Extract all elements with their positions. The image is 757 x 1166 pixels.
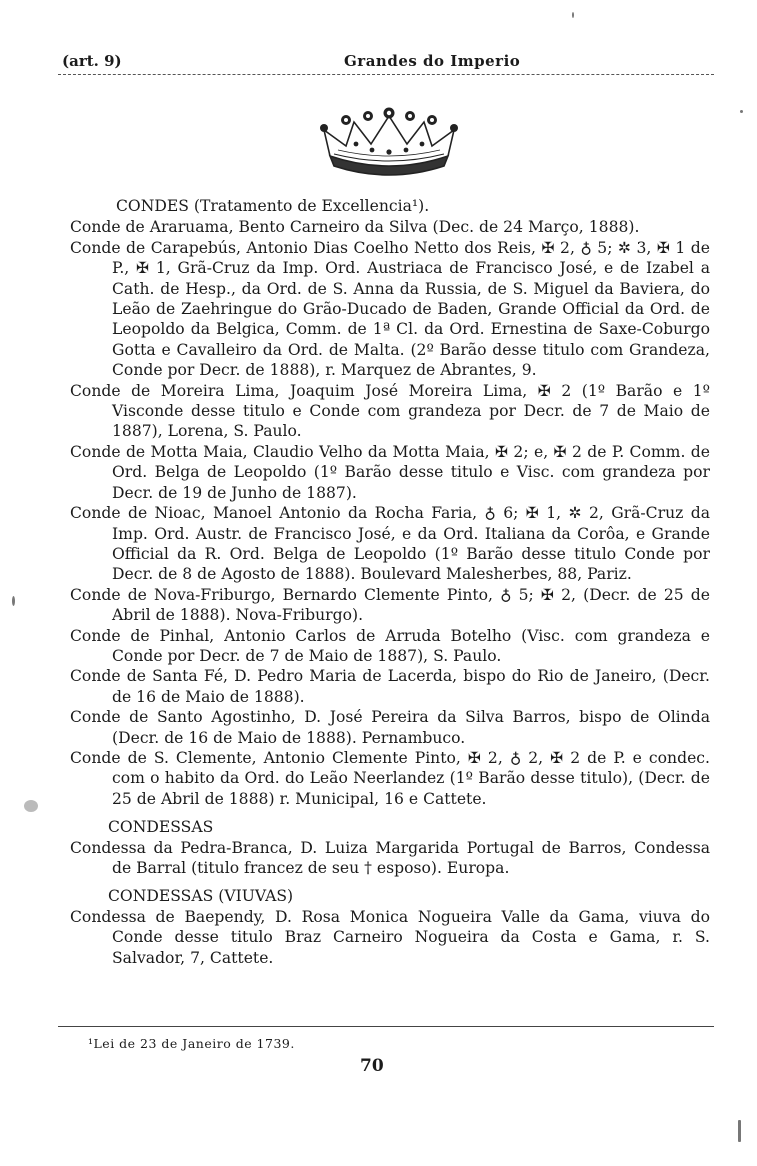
text-body xyxy=(70,196,710,968)
footnote: ¹Lei de 23 de Janeiro de 1739. xyxy=(88,1036,295,1051)
entry-condessa-pedra-branca: Condessa da Pedra-Branca, D. Luiza Margarida Portugal de Barros, Condessa de Barral (titulo francez de seu † esposo). Europa. xyxy=(70,838,710,877)
crown-icon xyxy=(316,106,462,178)
entry-conde-pinhal: Conde de Pinhal, Antonio Carlos de Arruda Botelho (Visc. com grandeza e Conde por Decr. de 7 de Maio de 1887), S. Paulo. xyxy=(70,626,710,665)
footnote-rule xyxy=(58,1026,714,1027)
entry-conde-santa-fe: Conde de Santa Fé, D. Pedro Maria de Lacerda, bispo do Rio de Janeiro, (Decr. de 16 de Maio de 1888). xyxy=(70,667,710,706)
print-speck xyxy=(738,1120,741,1142)
page-number: 70 xyxy=(360,1056,384,1076)
running-header xyxy=(58,52,714,76)
entry-conde-nioac: Conde de Nioac, Manoel Antonio da Rocha Faria, ♁ 6; ✠ 1, ✲ 2, Grã-Cruz da Imp. Ord. Austr. de Francisco José, e da Ord. Italiana da Corôa, e Grande Official da R. Ord. Belga de Leopoldo (1º Barão desse titulo Conde por Decr. de 8 de Agosto de 1888). Boulevard Malesherbes, 88, Pariz. xyxy=(70,504,710,584)
print-speck xyxy=(740,110,743,113)
entry-conde-araruama: Conde de Araruama, Bento Carneiro da Silva (Dec. de 24 Março, 1888). xyxy=(70,218,640,237)
header-article: (art. 9) xyxy=(62,52,122,70)
section-title-viuvas: CONDESSAS (VIUVAS) xyxy=(108,887,294,906)
entry-conde-santo-agostinho: Conde de Santo Agostinho, D. José Pereira da Silva Barros, bispo de Olinda (Decr. de 16 de Maio de 1888). Pernambuco. xyxy=(70,708,710,747)
entry-conde-moreira-lima: Conde de Moreira Lima, Joaquim José Moreira Lima, ✠ 2 (1º Barão e 1º Visconde desse titulo e Conde com grandeza por Decr. de 7 de Maio de 1887), Lorena, S. Paulo. xyxy=(70,381,710,441)
entry-conde-carapebus: Conde de Carapebús, Antonio Dias Coelho Netto dos Reis, ✠ 2, ♁ 5; ✲ 3, ✠ 1 de P., ✠ 1, Grã-Cruz da Imp. Ord. Austriaca de Francisco José, e de Izabel a Cath. de Hesp., da Ord. de S. Anna da Russia, de S. Miguel da Baviera, do Leão de Zaehringue do Grão-Ducado de Baden, Grande Official da Ord. de Leopoldo da Belgica, Comm. de 1ª Cl. da Ord. Ernestina de Saxe-Coburgo Gotta e Cavalleiro da Ord. de Malta. (2º Barão desse titulo com Grandeza, Conde por Decr. de 1888), r. Marquez de Abrantes, 9. xyxy=(70,238,710,380)
section-title-condessas: CONDESSAS xyxy=(108,818,214,837)
entry-conde-nova-friburgo: Conde de Nova-Friburgo, Bernardo Clemente Pinto, ♁ 5; ✠ 2, (Decr. de 25 de Abril de 1888). Nova-Friburgo). xyxy=(70,585,710,625)
header-rule xyxy=(58,74,714,75)
header-title: Grandes do Imperio xyxy=(344,52,521,70)
entry-condessa-baependy: Condessa de Baependy, D. Rosa Monica Nogueira Valle da Gama, viuva do Conde desse titulo Braz Carneiro Nogueira da Costa e Gama, r. S. Salvador, 7, Cattete. xyxy=(70,907,710,967)
entry-conde-motta-maia: Conde de Motta Maia, Claudio Velho da Motta Maia, ✠ 2; e, ✠ 2 de P. Comm. de Ord. Belga de Leopoldo (1º Barão desse titulo e Visc. com grandeza por Decr. de 19 de Junho de 1887). xyxy=(70,442,710,502)
section-title-condes: CONDES (Tratamento de Excellencia¹). xyxy=(116,197,430,215)
print-speck xyxy=(24,800,38,812)
print-speck xyxy=(12,596,15,606)
entry-conde-s-clemente: Conde de S. Clemente, Antonio Clemente Pinto, ✠ 2, ♁ 2, ✠ 2 de P. e condec. com o habito da Ord. do Leão Neerlandez (1º Barão desse titulo), (Decr. de 25 de Abril de 1888) r. Municipal, 16 e Cattete. xyxy=(70,748,710,808)
print-speck xyxy=(572,12,574,18)
